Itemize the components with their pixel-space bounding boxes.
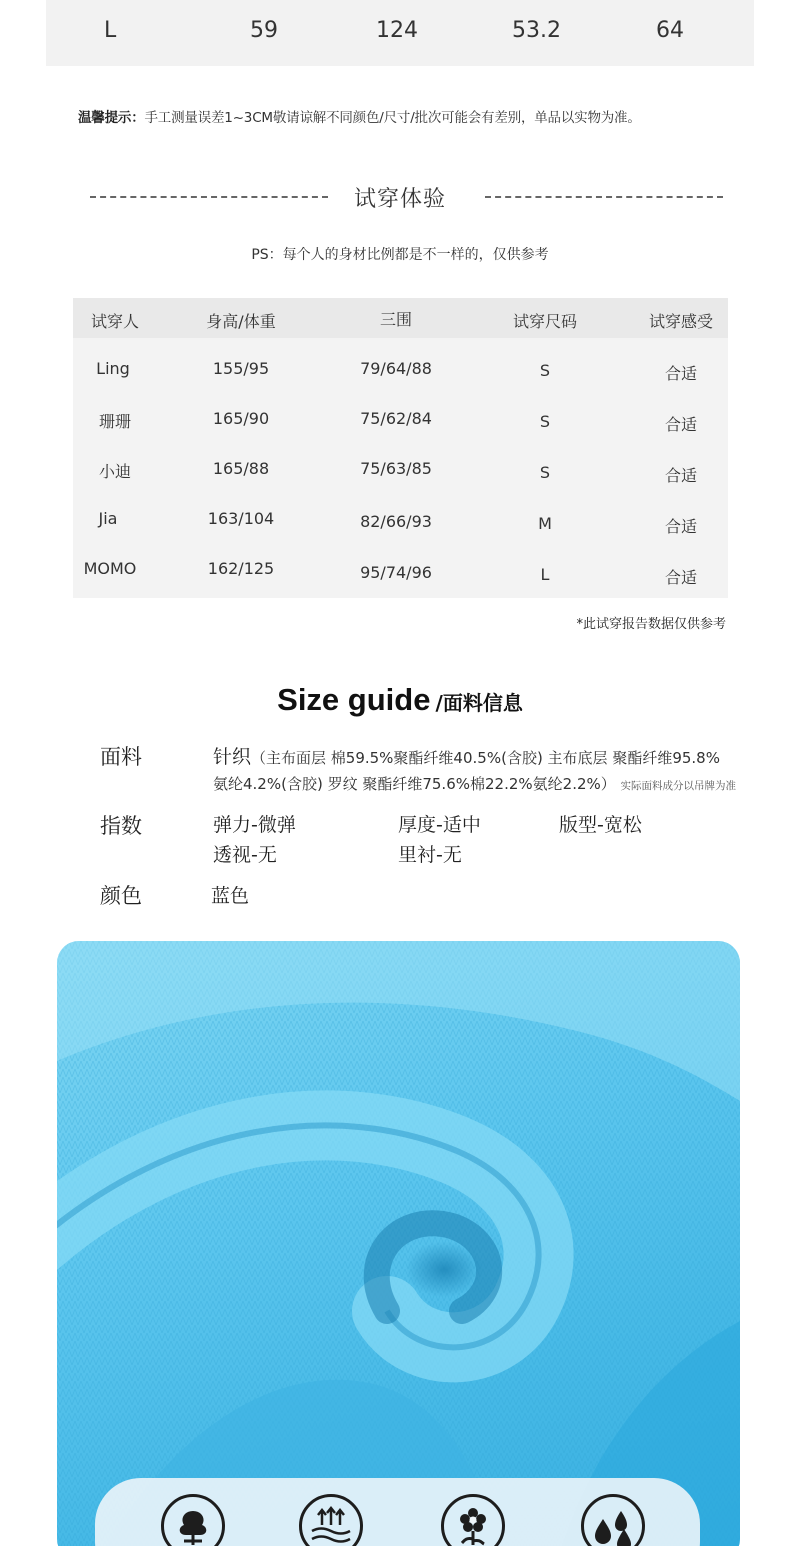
plant-icon xyxy=(161,1494,225,1546)
header-trial-size: 试穿尺码 xyxy=(512,312,577,331)
height-weight: 155/95 xyxy=(212,359,270,378)
color-label: 颜色 xyxy=(100,884,142,908)
feature-icon-bar xyxy=(95,1478,700,1546)
trial-report-note: *此试穿报告数据仅供参考 xyxy=(576,617,726,632)
index-label: 指数 xyxy=(100,814,142,838)
trial-size: L xyxy=(540,565,550,584)
height-weight: 162/125 xyxy=(207,559,275,578)
fabric-line-1 xyxy=(213,742,720,769)
trial-table-header xyxy=(73,298,728,338)
tip-text: 手工测量误差1~3CM敬请谅解不同颜色/尺寸/批次可能会有差别，单品以实物为准。 xyxy=(144,110,641,126)
measurements: 75/63/85 xyxy=(360,459,432,478)
header-measurements: 三围 xyxy=(379,310,412,329)
tester-name: 小迪 xyxy=(98,462,131,481)
water-drops-icon xyxy=(581,1494,645,1546)
fabric-label: 面料 xyxy=(100,745,142,769)
tester-name: Ling xyxy=(96,359,130,378)
size-table-row xyxy=(46,0,754,66)
measurement-tip xyxy=(78,106,641,126)
size-value-2: 124 xyxy=(376,18,418,43)
height-weight: 165/88 xyxy=(212,459,270,478)
height-weight: 163/104 xyxy=(207,509,275,528)
fabric-tag-note: 实际面料成分以吊牌为准 xyxy=(620,780,737,792)
trial-size: S xyxy=(539,412,551,431)
fabric-composition-2: 氨纶4.2%(含胶) 罗纹 聚酯纤维75.6%棉22.2%氨纶2.2%） xyxy=(213,775,616,793)
trial-feeling: 合适 xyxy=(664,568,697,587)
measurements: 75/62/84 xyxy=(360,409,432,428)
knit-fabric-illustration xyxy=(57,941,740,1546)
tester-name: Jia xyxy=(98,509,118,528)
thickness-value: 厚度-适中 xyxy=(398,814,481,836)
fabric-composition-1: （主布面层 棉59.5%聚酯纤维40.5%(含胶) 主布底层 聚酯纤维95.8% xyxy=(251,749,720,767)
header-height-weight: 身高/体重 xyxy=(206,312,276,331)
trial-section-header xyxy=(0,180,800,216)
color-value: 蓝色 xyxy=(211,885,250,907)
breathable-icon xyxy=(299,1494,363,1546)
trial-feeling: 合适 xyxy=(664,415,697,434)
size-guide-title xyxy=(0,682,800,718)
trial-feeling: 合适 xyxy=(664,466,697,485)
fabric-type: 针织 xyxy=(213,746,252,768)
size-value-1: 59 xyxy=(250,18,278,43)
fit-value: 版型-宽松 xyxy=(559,814,642,836)
transparency-value: 透视-无 xyxy=(213,844,277,866)
divider-right xyxy=(485,196,723,198)
header-trial-feeling: 试穿感受 xyxy=(648,312,713,331)
measurements: 79/64/88 xyxy=(360,359,432,378)
measurements: 82/66/93 xyxy=(360,512,432,531)
size-cell: L xyxy=(104,18,117,43)
trial-table xyxy=(73,298,728,598)
size-value-4: 64 xyxy=(656,18,684,43)
size-value-3: 53.2 xyxy=(512,18,561,43)
header-tester: 试穿人 xyxy=(90,312,139,331)
fabric-photo xyxy=(57,941,740,1546)
fabric-line-2 xyxy=(213,773,736,794)
trial-feeling: 合适 xyxy=(664,364,697,383)
trial-section-title: 试穿体验 xyxy=(353,187,446,212)
trial-size: M xyxy=(538,514,552,533)
trial-size: S xyxy=(539,361,551,380)
tip-label: 温馨提示： xyxy=(78,110,145,126)
elasticity-value: 弹力-微弹 xyxy=(213,814,296,836)
lining-value: 里衬-无 xyxy=(398,844,462,866)
tester-name: MOMO xyxy=(83,559,137,578)
tester-name: 珊珊 xyxy=(98,412,131,431)
trial-size: S xyxy=(539,463,551,482)
height-weight: 165/90 xyxy=(212,409,270,428)
flower-icon xyxy=(441,1494,505,1546)
trial-feeling: 合适 xyxy=(664,517,697,536)
size-guide-heading: Size guide xyxy=(277,682,431,717)
trial-ps-note: PS：每个人的身材比例都是不一样的，仅供参考 xyxy=(251,247,549,263)
measurements: 95/74/96 xyxy=(360,563,432,582)
size-guide-subtitle: /面料信息 xyxy=(435,691,523,715)
